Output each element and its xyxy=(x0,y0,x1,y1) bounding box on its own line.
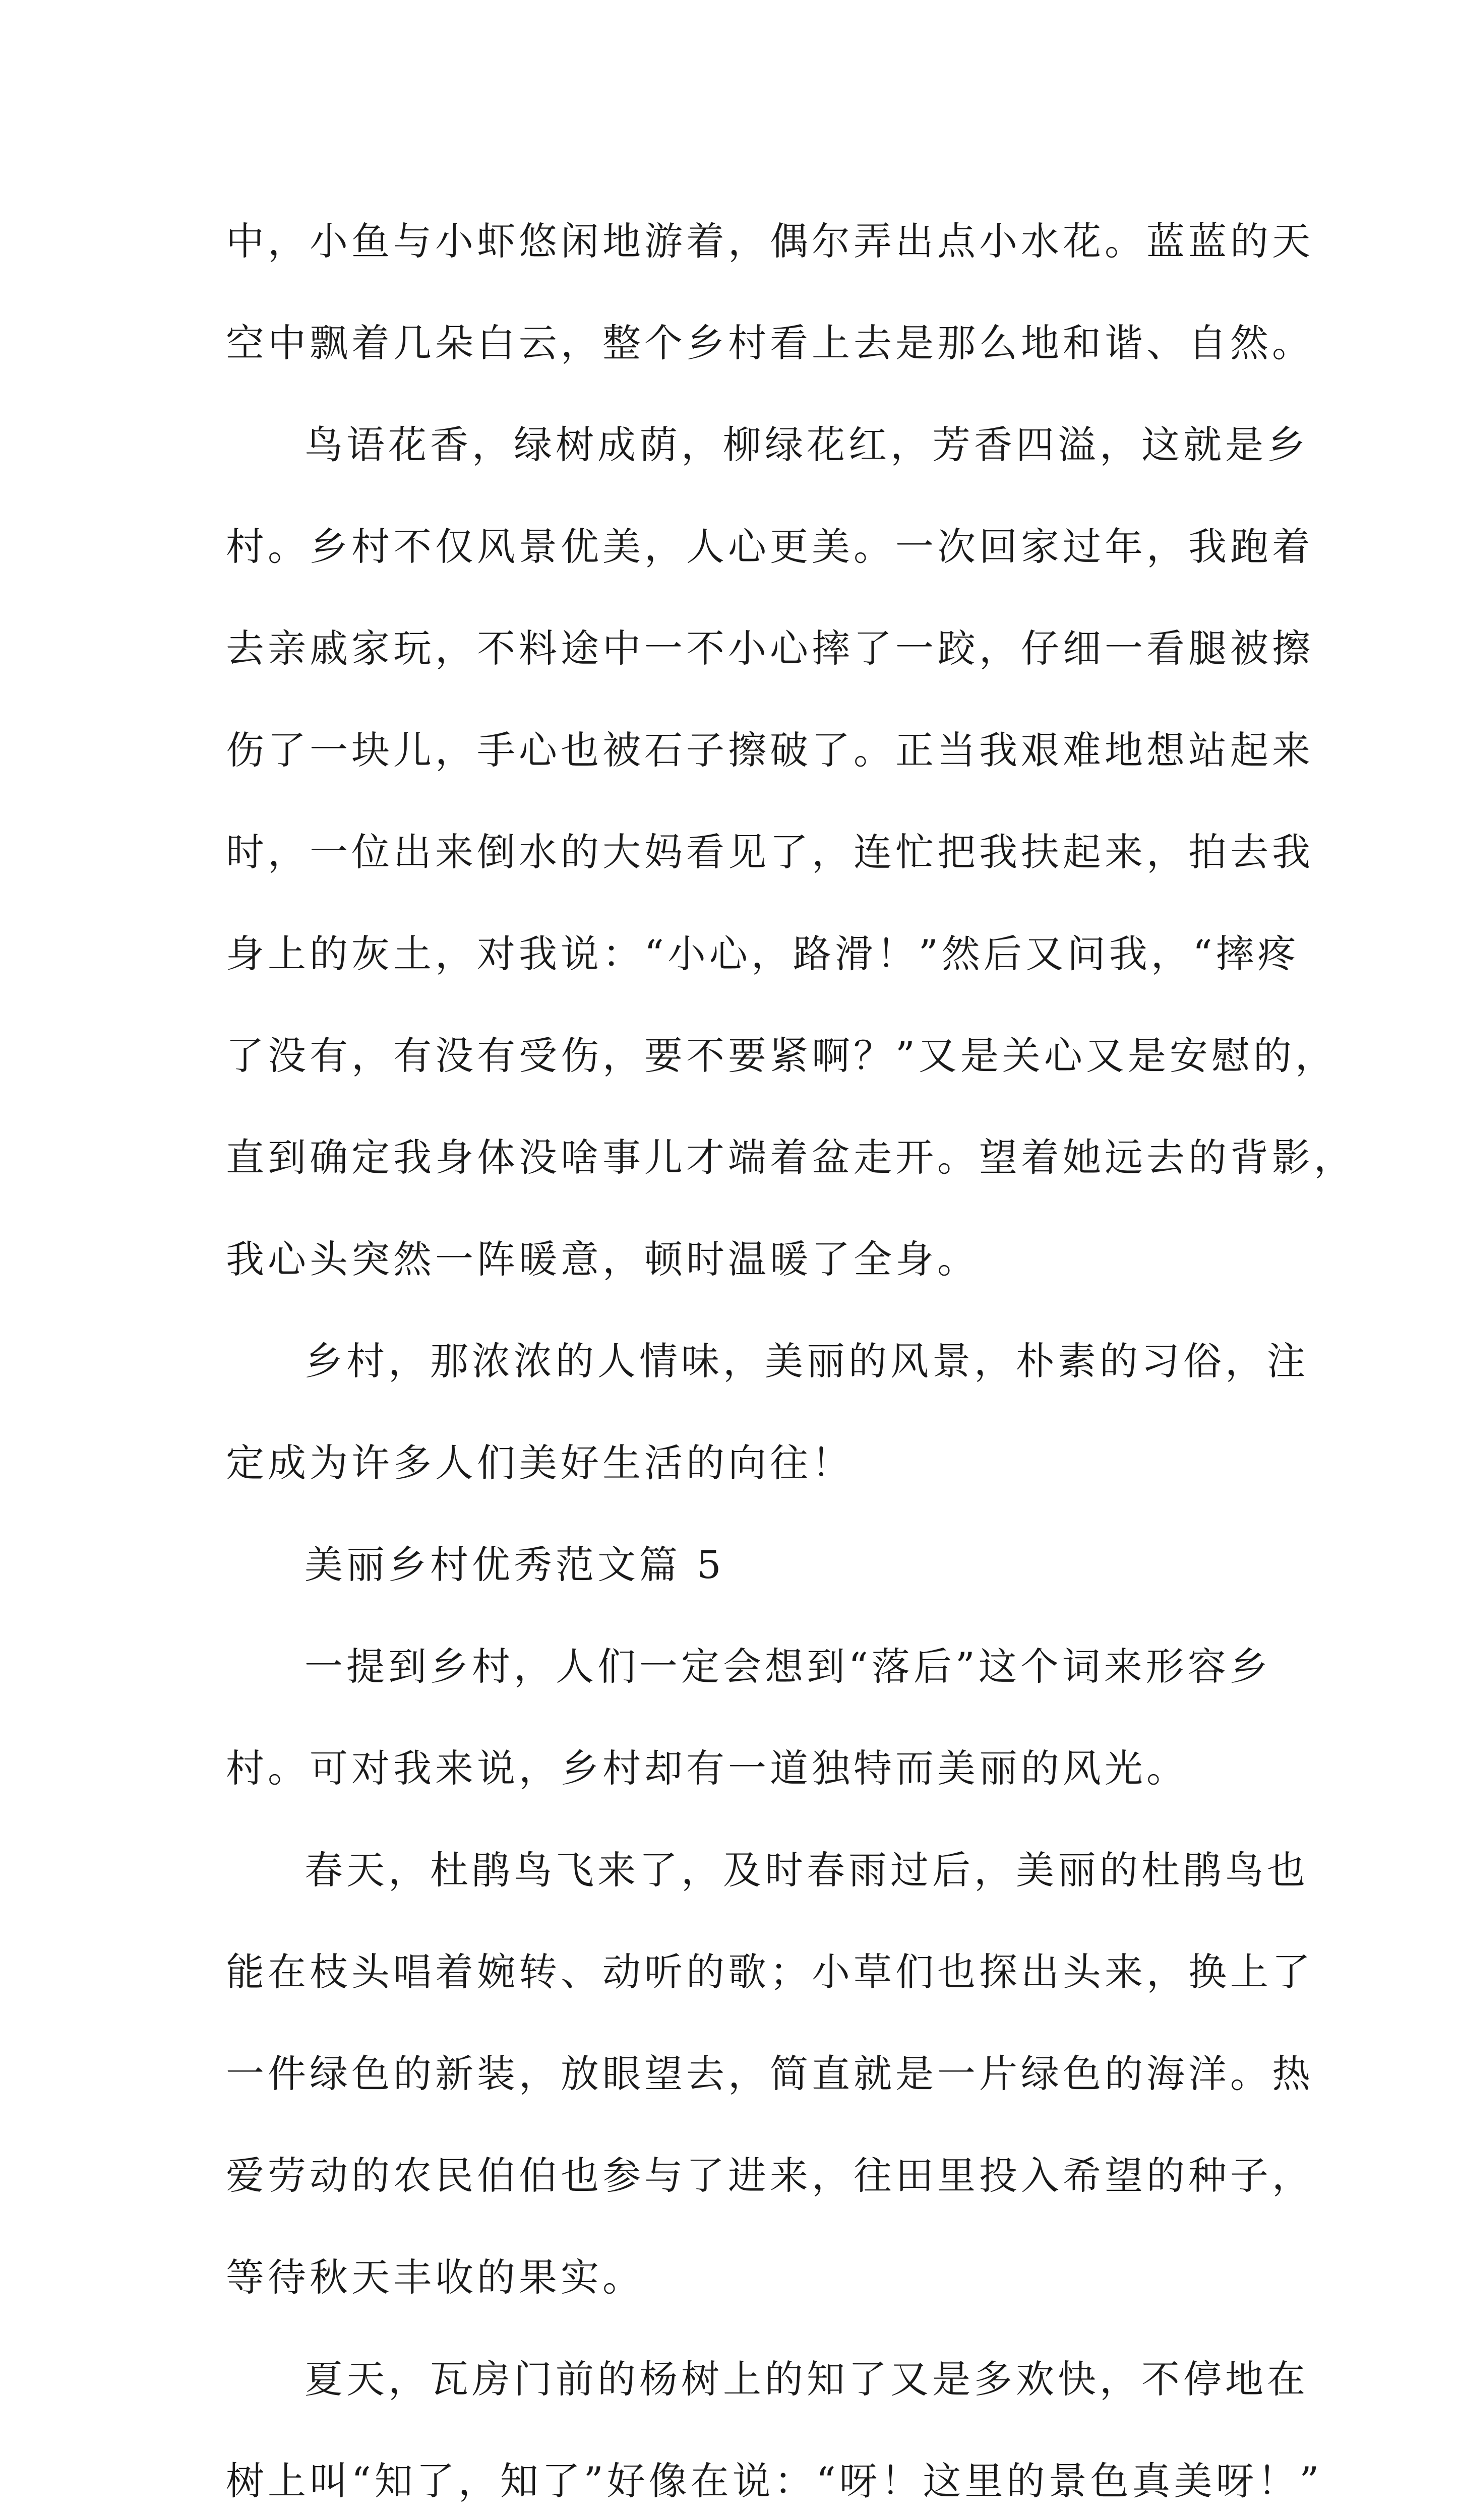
paragraph-first-line: 鸟语花香，绿树成荫，柳绿花红，芳香四溢，这就是乡 xyxy=(305,422,1309,467)
text-line: 中，小鱼与小虾悠闲地游着，偶尔弄出点小水花。蓝蓝的天 xyxy=(226,219,1314,264)
text-line: 爱劳动的农民伯伯也参与了进来，往田里投入希望的种子， xyxy=(226,2153,1314,2198)
text-line: 直到确定我身体没啥事儿才端着盆走开。望着她远去的背影， xyxy=(226,1135,1356,1180)
paragraph-first-line: 春天，杜鹃鸟飞来了，及时春雨过后，美丽的杜鹃鸟也 xyxy=(305,1848,1309,1893)
text-line: 等待秋天丰收的果实。 xyxy=(226,2255,644,2300)
text-line: 树上叫“知了，知了”好像在说：“呀！这里的景色真美呀！” xyxy=(226,2459,1323,2503)
paragraph-first-line: 夏天，瓦房门前的杨树上的知了又是多欢快，不停地在 xyxy=(305,2357,1309,2402)
paragraph-first-line: 一提到乡村，人们一定会想到“落后”这个词来形容乡 xyxy=(305,1644,1271,1689)
text-line: 去亲戚家玩，不料途中一不小心摔了一跤，仔细一看腿被擦 xyxy=(226,626,1314,671)
text-line: 身上的灰土，对我说：“小心，路滑！”然后又问我，“摔疼 xyxy=(226,931,1300,976)
text-line: 定成为许多人们美好生活的向往！ xyxy=(226,1440,854,1485)
document-body xyxy=(226,191,1356,2520)
text-line: 一件绿色的新装，放眼望去，简直就是一片绿色的海洋。热 xyxy=(226,2051,1314,2096)
text-line: 村。乡村不仅风景优美，人心更美。一次回家过年，我跑着 xyxy=(226,524,1314,569)
text-line: 了没有，有没有受伤，要不要紧啊？”又是关心又是安慰的， xyxy=(226,1033,1337,1078)
section-heading: 美丽乡村优秀范文篇 5 xyxy=(305,1542,725,1587)
text-line: 时，一位出来倒水的大妈看见了，连忙把我扶起来，拍去我 xyxy=(226,830,1314,874)
text-line: 伤了一块儿，手心也被石子擦破了。正当我艰难地想站起来 xyxy=(226,728,1314,773)
text-line: 我心头突然一阵暖意，顿时温暖了全身。 xyxy=(226,1237,979,1282)
text-line: 空中飘着几朵白云，整个乡村看上去是那么地和谐、自然。 xyxy=(226,321,1314,365)
text-line: 能在枝头唱着婉转、动听的歌；小草们也探出头来，换上了 xyxy=(226,1949,1314,1994)
text-line: 村。可对我来说，乡村却有一道独特而美丽的风光。 xyxy=(226,1746,1188,1791)
paragraph-first-line: 乡村，那浓浓的人情味，美丽的风景，朴素的习俗，注 xyxy=(305,1339,1309,1383)
